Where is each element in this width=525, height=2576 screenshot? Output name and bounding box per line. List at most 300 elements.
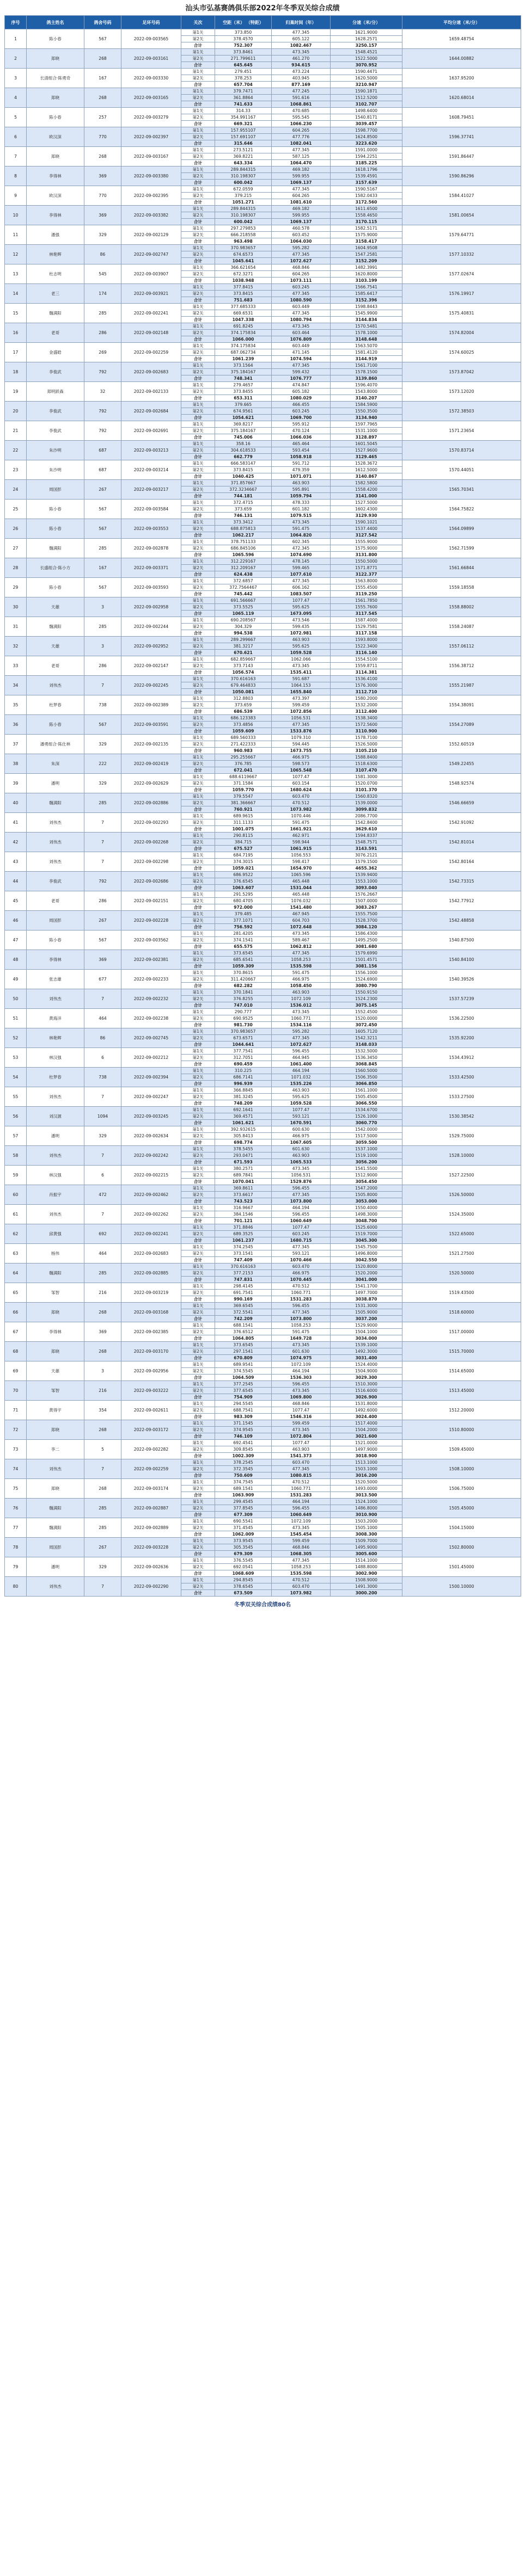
cell-ring: 2022-09-003279 <box>121 108 181 127</box>
cell-distance: 1044.641 <box>215 1042 272 1048</box>
cell-time: 589.467 <box>272 937 331 944</box>
cell-distance: 682.282 <box>215 983 272 989</box>
cell-round: 第1关 <box>181 127 215 134</box>
cell-round: 合计 <box>181 1159 215 1166</box>
cell-speed: 1527.5000 <box>331 500 402 506</box>
cell-loft: 792 <box>84 402 121 421</box>
table-row <box>5 970 521 976</box>
cell-speed: 1561.7850 <box>331 597 402 604</box>
cell-round: 合计 <box>181 944 215 950</box>
cell-time: 591.475 <box>272 526 331 532</box>
cell-speed: 3110.900 <box>331 728 402 735</box>
cell-distance: 996.939 <box>215 1081 272 1087</box>
cell-time: 596.455 <box>272 1211 331 1218</box>
table-row <box>5 264 521 271</box>
cell-round: 合计 <box>181 787 215 793</box>
cell-time: 1071.071 <box>272 473 331 480</box>
cell-time: 477.345 <box>272 1309 331 1316</box>
cell-rank: 7 <box>5 147 27 167</box>
cell-speed: 1528.3672 <box>331 460 402 467</box>
cell-speed: 3008.300 <box>331 1531 402 1538</box>
cell-owner: 邱黄强 <box>27 1224 84 1244</box>
cell-loft: 7 <box>84 813 121 833</box>
cell-time: 474.847 <box>272 382 331 389</box>
cell-time: 603.449 <box>272 304 331 310</box>
cell-loft: 268 <box>84 49 121 69</box>
cell-speed: 1505.4500 <box>331 1094 402 1100</box>
cell-speed: 1503.1000 <box>331 1466 402 1472</box>
cell-distance: 157.691107 <box>215 134 272 140</box>
cell-time: 605.182 <box>272 389 331 395</box>
cell-time: 403.945 <box>272 75 331 82</box>
cell-loft: 3 <box>84 1361 121 1381</box>
cell-speed: 1539.0000 <box>331 800 402 806</box>
table-row <box>5 539 521 545</box>
cell-round: 第2关 <box>181 447 215 454</box>
cell-speed: 1552.4500 <box>331 1009 402 1015</box>
cell-distance: 1065.596 <box>215 552 272 558</box>
cell-distance: 379.7471 <box>215 88 272 95</box>
cell-round: 第2关 <box>181 56 215 62</box>
cell-distance: 295.255667 <box>215 754 272 761</box>
cell-time: 1058.918 <box>272 454 331 460</box>
cell-round: 第1关 <box>181 245 215 251</box>
cell-ring: 2022-09-002878 <box>121 539 181 558</box>
cell-loft: 7 <box>84 852 121 872</box>
cell-ring: 2022-09-002268 <box>121 833 181 852</box>
cell-speed: 3157.639 <box>331 180 402 186</box>
cell-rank: 74 <box>5 1459 27 1479</box>
cell-time: 464.194 <box>272 1368 331 1375</box>
cell-time: 469.182 <box>272 167 331 173</box>
cell-time: 472.345 <box>272 545 331 552</box>
cell-time: 1072.109 <box>272 1361 331 1368</box>
cell-distance: 312.229167 <box>215 558 272 565</box>
cell-round: 合计 <box>181 82 215 88</box>
cell-time: 477.345 <box>272 1557 331 1564</box>
cell-ring: 2022-09-003174 <box>121 1479 181 1499</box>
cell-distance: 692.1641 <box>215 1107 272 1113</box>
cell-speed: 1519.7000 <box>331 1231 402 1237</box>
cell-speed: 1516.6000 <box>331 1388 402 1394</box>
cell-owner: 陈小春 <box>27 930 84 950</box>
cell-speed: 1572.5600 <box>331 722 402 728</box>
cell-speed: 1539.4591 <box>331 173 402 180</box>
cell-time: 1535.411 <box>272 669 331 676</box>
cell-owner: 潘强 <box>27 225 84 245</box>
cell-loft: 7 <box>84 1087 121 1107</box>
cell-distance: 744.181 <box>215 493 272 500</box>
cell-time: 463.903 <box>272 637 331 643</box>
cell-loft: 567 <box>84 29 121 49</box>
cell-ring: 2022-09-003245 <box>121 1107 181 1126</box>
cell-time: 464.194 <box>272 1068 331 1074</box>
cell-distance: 672.0559 <box>215 186 272 193</box>
cell-round: 合计 <box>181 1081 215 1087</box>
cell-distance: 690.9525 <box>215 1015 272 1022</box>
cell-distance: 689.1541 <box>215 1486 272 1492</box>
cell-average: 1533.42500 <box>402 1068 521 1087</box>
table-row <box>5 1244 521 1250</box>
table-row <box>5 480 521 486</box>
cell-rank: 48 <box>5 950 27 970</box>
cell-speed: 1579.6990 <box>331 950 402 957</box>
cell-time: 470.512 <box>272 1479 331 1486</box>
cell-distance: 682.859667 <box>215 656 272 663</box>
cell-round: 第1关 <box>181 597 215 604</box>
table-row <box>5 656 521 663</box>
table-row <box>5 1205 521 1211</box>
cell-time: 1535.598 <box>272 1570 331 1577</box>
cell-ring: 2022-09-002290 <box>121 1577 181 1597</box>
cell-distance: 374.5545 <box>215 1368 272 1375</box>
cell-round: 合计 <box>181 1492 215 1499</box>
cell-time: 1535.226 <box>272 1081 331 1087</box>
cell-ring: 2022-09-002395 <box>121 186 181 206</box>
cell-speed: 1517.4000 <box>331 1420 402 1427</box>
cell-time: 599.465 <box>272 565 331 571</box>
cell-time: 1064.820 <box>272 532 331 539</box>
cell-average: 1502.80000 <box>402 1538 521 1557</box>
cell-speed: 3045.300 <box>331 1237 402 1244</box>
cell-speed: 3037.200 <box>331 1316 402 1322</box>
cell-speed: 1560.8320 <box>331 793 402 800</box>
cell-loft: 687 <box>84 441 121 460</box>
cell-round: 第1关 <box>181 1401 215 1407</box>
cell-average: 1517.00000 <box>402 1322 521 1342</box>
cell-speed: 3039.457 <box>331 121 402 127</box>
cell-ring: 2022-09-002212 <box>121 1048 181 1068</box>
cell-time: 1680.715 <box>272 1237 331 1244</box>
cell-distance: 671.593 <box>215 1159 272 1166</box>
cell-time: 1545.454 <box>272 1531 331 1538</box>
cell-speed: 3026.900 <box>331 1394 402 1401</box>
cell-time: 470.512 <box>272 1283 331 1290</box>
cell-average: 1526.50000 <box>402 1185 521 1205</box>
cell-distance: 376.785 <box>215 761 272 767</box>
cell-speed: 1579.1500 <box>331 859 402 865</box>
cell-owner: 魏满阳 <box>27 539 84 558</box>
cell-time: 1673.755 <box>272 748 331 754</box>
cell-speed: 1604.9508 <box>331 245 402 251</box>
cell-time: 461.270 <box>272 56 331 62</box>
cell-rank: 23 <box>5 460 27 480</box>
cell-speed: 3000.200 <box>331 1590 402 1597</box>
cell-loft: 269 <box>84 343 121 362</box>
cell-round: 第2关 <box>181 1564 215 1570</box>
cell-distance: 653.311 <box>215 395 272 402</box>
cell-round: 第1关 <box>181 49 215 56</box>
cell-ring: 2022-09-003219 <box>121 1283 181 1303</box>
cell-time: 1077.47 <box>272 774 331 780</box>
cell-distance: 378.751133 <box>215 539 272 545</box>
cell-distance: 745.006 <box>215 434 272 441</box>
cell-distance: 392.932615 <box>215 1126 272 1133</box>
table-row <box>5 989 521 996</box>
cell-time: 595.282 <box>272 1028 331 1035</box>
cell-rank: 8 <box>5 167 27 186</box>
cell-loft: 738 <box>84 1068 121 1087</box>
cell-rank: 43 <box>5 852 27 872</box>
cell-distance: 673.6571 <box>215 1035 272 1042</box>
cell-time: 1541.373 <box>272 1453 331 1459</box>
cell-loft: 268 <box>84 1303 121 1322</box>
cell-time: 470.124 <box>272 428 331 434</box>
cell-loft: 286 <box>84 323 121 343</box>
cell-distance: 685.6541 <box>215 957 272 963</box>
cell-distance: 312.8803 <box>215 695 272 702</box>
cell-time: 603.245 <box>272 408 331 415</box>
cell-time: 604.265 <box>272 193 331 199</box>
cell-speed: 1581.3000 <box>331 774 402 780</box>
cell-round: 第2关 <box>181 1290 215 1296</box>
cell-distance: 369.6545 <box>215 1303 272 1309</box>
cell-speed: 1542.0000 <box>331 1126 402 1133</box>
cell-owner: 魏满阳 <box>27 304 84 323</box>
cell-rank: 59 <box>5 1166 27 1185</box>
cell-round: 合计 <box>181 1296 215 1303</box>
cell-average: 1515.70000 <box>402 1342 521 1361</box>
cell-average: 1504.15000 <box>402 1518 521 1538</box>
cell-speed: 1520.2000 <box>331 1270 402 1277</box>
cell-time: 934.615 <box>272 62 331 69</box>
table-row <box>5 1009 521 1015</box>
cell-round: 合计 <box>181 826 215 833</box>
cell-distance: 1050.081 <box>215 689 272 695</box>
cell-speed: 1605.7120 <box>331 1028 402 1035</box>
cell-time: 478.145 <box>272 558 331 565</box>
col-header: 关次 <box>181 16 215 29</box>
cell-speed: 1495.9000 <box>331 1544 402 1551</box>
cell-distance: 747.409 <box>215 1257 272 1264</box>
cell-round: 第2关 <box>181 1505 215 1512</box>
table-row <box>5 1166 521 1172</box>
cell-round: 合计 <box>181 415 215 421</box>
cell-ring: 2022-09-002686 <box>121 872 181 891</box>
cell-distance: 756.592 <box>215 924 272 930</box>
cell-time: 591.475 <box>272 1329 331 1335</box>
cell-ring: 2022-09-002247 <box>121 1087 181 1107</box>
cell-round: 第2关 <box>181 1388 215 1394</box>
cell-time: 467.945 <box>272 911 331 917</box>
cell-time: 1079.515 <box>272 513 331 519</box>
cell-time: 473.345 <box>272 1388 331 1394</box>
cell-speed: 1591.0000 <box>331 147 402 153</box>
cell-loft: 267 <box>84 911 121 930</box>
cell-round: 合计 <box>181 767 215 774</box>
cell-time: 1533.876 <box>272 728 331 735</box>
cell-speed: 1575.9000 <box>331 232 402 238</box>
cell-speed: 1582.5171 <box>331 225 402 232</box>
cell-distance: 373.1541 <box>215 1250 272 1257</box>
cell-ring: 2022-09-003330 <box>121 69 181 88</box>
cell-round: 合计 <box>181 904 215 911</box>
cell-speed: 1518.6300 <box>331 761 402 767</box>
cell-loft: 567 <box>84 930 121 950</box>
cell-average: 1574.82004 <box>402 323 521 343</box>
cell-loft: 692 <box>84 1224 121 1244</box>
cell-rank: 41 <box>5 813 27 833</box>
cell-rank: 35 <box>5 695 27 715</box>
cell-distance: 304.329 <box>215 624 272 630</box>
cell-time: 466.975 <box>272 976 331 983</box>
table-row <box>5 519 521 526</box>
cell-time: 1060.771 <box>272 1015 331 1022</box>
cell-speed: 3075.145 <box>331 1002 402 1009</box>
cell-ring: 2022-09-003168 <box>121 1303 181 1322</box>
cell-rank: 37 <box>5 735 27 754</box>
cell-speed: 1525.6000 <box>331 1224 402 1231</box>
cell-owner: 郑晓 <box>27 147 84 167</box>
cell-round: 合计 <box>181 1316 215 1322</box>
cell-round: 合计 <box>181 160 215 167</box>
cell-average: 1574.60025 <box>402 343 521 362</box>
cell-time: 1072.627 <box>272 258 331 264</box>
cell-round: 第1关 <box>181 108 215 114</box>
cell-round: 第2关 <box>181 1250 215 1257</box>
cell-time: 1062.812 <box>272 944 331 950</box>
cell-distance: 304.618533 <box>215 447 272 454</box>
cell-time: 599.955 <box>272 212 331 219</box>
cell-time: 477.345 <box>272 578 331 584</box>
cell-time: 1060.649 <box>272 1218 331 1224</box>
table-row <box>5 460 521 467</box>
table-row <box>5 1557 521 1564</box>
cell-distance: 289.299667 <box>215 637 272 643</box>
cell-round: 第1关 <box>181 617 215 624</box>
cell-time: 473.345 <box>272 519 331 526</box>
cell-average: 1508.10000 <box>402 1459 521 1479</box>
cell-speed: 1504.9000 <box>331 1368 402 1375</box>
cell-rank: 19 <box>5 382 27 402</box>
cell-speed: 1543.8000 <box>331 389 402 395</box>
cell-loft: 7 <box>84 1577 121 1597</box>
cell-speed: 1582.0433 <box>331 193 402 199</box>
cell-distance: 1061.621 <box>215 1120 272 1126</box>
cell-speed: 1597.7965 <box>331 421 402 428</box>
cell-round: 第2关 <box>181 1015 215 1022</box>
cell-speed: 3081.156 <box>331 963 402 970</box>
cell-speed: 3018.900 <box>331 1453 402 1459</box>
cell-ring: 2022-09-003222 <box>121 1381 181 1401</box>
cell-speed: 1547.2581 <box>331 251 402 258</box>
cell-time: 473.224 <box>272 69 331 75</box>
cell-distance: 1056.574 <box>215 669 272 676</box>
cell-distance: 972.000 <box>215 904 272 911</box>
cell-rank: 71 <box>5 1401 27 1420</box>
cell-speed: 1581.4120 <box>331 349 402 356</box>
cell-round: 第1关 <box>181 1459 215 1466</box>
cell-rank: 32 <box>5 637 27 656</box>
footer-note: 冬季双关综合成绩80名 <box>234 1602 291 1608</box>
cell-round: 第1关 <box>181 519 215 526</box>
cell-speed: 1628.2571 <box>331 36 402 42</box>
cell-time: 1073.982 <box>272 806 331 813</box>
table-row <box>5 735 521 741</box>
table-row <box>5 1440 521 1446</box>
cell-round: 第1关 <box>181 930 215 937</box>
table-row <box>5 1538 521 1544</box>
cell-speed: 1555.7600 <box>331 604 402 611</box>
cell-time: 1534.116 <box>272 1022 331 1028</box>
cell-average: 1542.81014 <box>402 833 521 852</box>
cell-round: 合计 <box>181 1414 215 1420</box>
cell-ring: 2022-09-002462 <box>121 1185 181 1205</box>
cell-ring: 2022-09-003167 <box>121 147 181 167</box>
cell-owner: 魏满阳 <box>27 1518 84 1538</box>
cell-time: 469.182 <box>272 206 331 212</box>
cell-speed: 3148.648 <box>331 336 402 343</box>
cell-rank: 51 <box>5 1009 27 1028</box>
cell-time: 1069.137 <box>272 180 331 186</box>
cell-loft: 285 <box>84 793 121 813</box>
cell-time: 1056.531 <box>272 715 331 722</box>
cell-round: 第2关 <box>181 114 215 121</box>
cell-average: 1500.10000 <box>402 1577 521 1597</box>
cell-speed: 1520.5000 <box>331 1479 402 1486</box>
cell-time: 1077.47 <box>272 1440 331 1446</box>
cell-average: 1548.92574 <box>402 774 521 793</box>
cell-loft: 329 <box>84 774 121 793</box>
cell-distance: 687.062734 <box>215 349 272 356</box>
cell-ring: 2022-09-002683 <box>121 1244 181 1264</box>
cell-time: 599.459 <box>272 702 331 708</box>
cell-time: 596.455 <box>272 1048 331 1055</box>
cell-round: 第2关 <box>181 976 215 983</box>
cell-rank: 17 <box>5 343 27 362</box>
cell-round: 合计 <box>181 846 215 852</box>
cell-speed: 1526.5000 <box>331 741 402 748</box>
cell-distance: 373.6617 <box>215 1192 272 1198</box>
cell-time: 1074.975 <box>272 1355 331 1361</box>
cell-time: 477.345 <box>272 29 331 36</box>
cell-round: 合计 <box>181 395 215 402</box>
cell-speed: 1621.9000 <box>331 29 402 36</box>
cell-time: 1064.470 <box>272 160 331 167</box>
cell-time: 466.975 <box>272 1270 331 1277</box>
cell-round: 合计 <box>181 140 215 147</box>
cell-time: 603.245 <box>272 1231 331 1237</box>
cell-time: 594.445 <box>272 741 331 748</box>
cell-distance: 746.131 <box>215 513 272 519</box>
table-row <box>5 774 521 780</box>
cell-time: 1069.137 <box>272 219 331 225</box>
cell-round: 第1关 <box>181 1538 215 1544</box>
cell-time: 473.345 <box>272 1427 331 1433</box>
cell-average: 1540.84100 <box>402 950 521 970</box>
table-row <box>5 578 521 584</box>
cell-distance: 752.307 <box>215 42 272 49</box>
cell-time: 1065.596 <box>272 872 331 878</box>
cell-time: 601.630 <box>272 1348 331 1355</box>
cell-average: 1542.73315 <box>402 872 521 891</box>
cell-round: 第2关 <box>181 408 215 415</box>
cell-round: 第2关 <box>181 839 215 846</box>
cell-time: 1529.876 <box>272 1179 331 1185</box>
cell-distance: 374.1541 <box>215 937 272 944</box>
cell-distance: 760.921 <box>215 806 272 813</box>
cell-distance: 688.6119667 <box>215 774 272 780</box>
cell-distance: 297.1541 <box>215 1348 272 1355</box>
cell-round: 合计 <box>181 336 215 343</box>
cell-time: 1069.700 <box>272 415 331 421</box>
table-row <box>5 362 521 369</box>
cell-loft: 770 <box>84 186 121 206</box>
cell-round: 第1关 <box>181 167 215 173</box>
cell-distance: 370.983657 <box>215 245 272 251</box>
cell-ring: 2022-09-003170 <box>121 1342 181 1361</box>
cell-loft: 7 <box>84 1205 121 1224</box>
